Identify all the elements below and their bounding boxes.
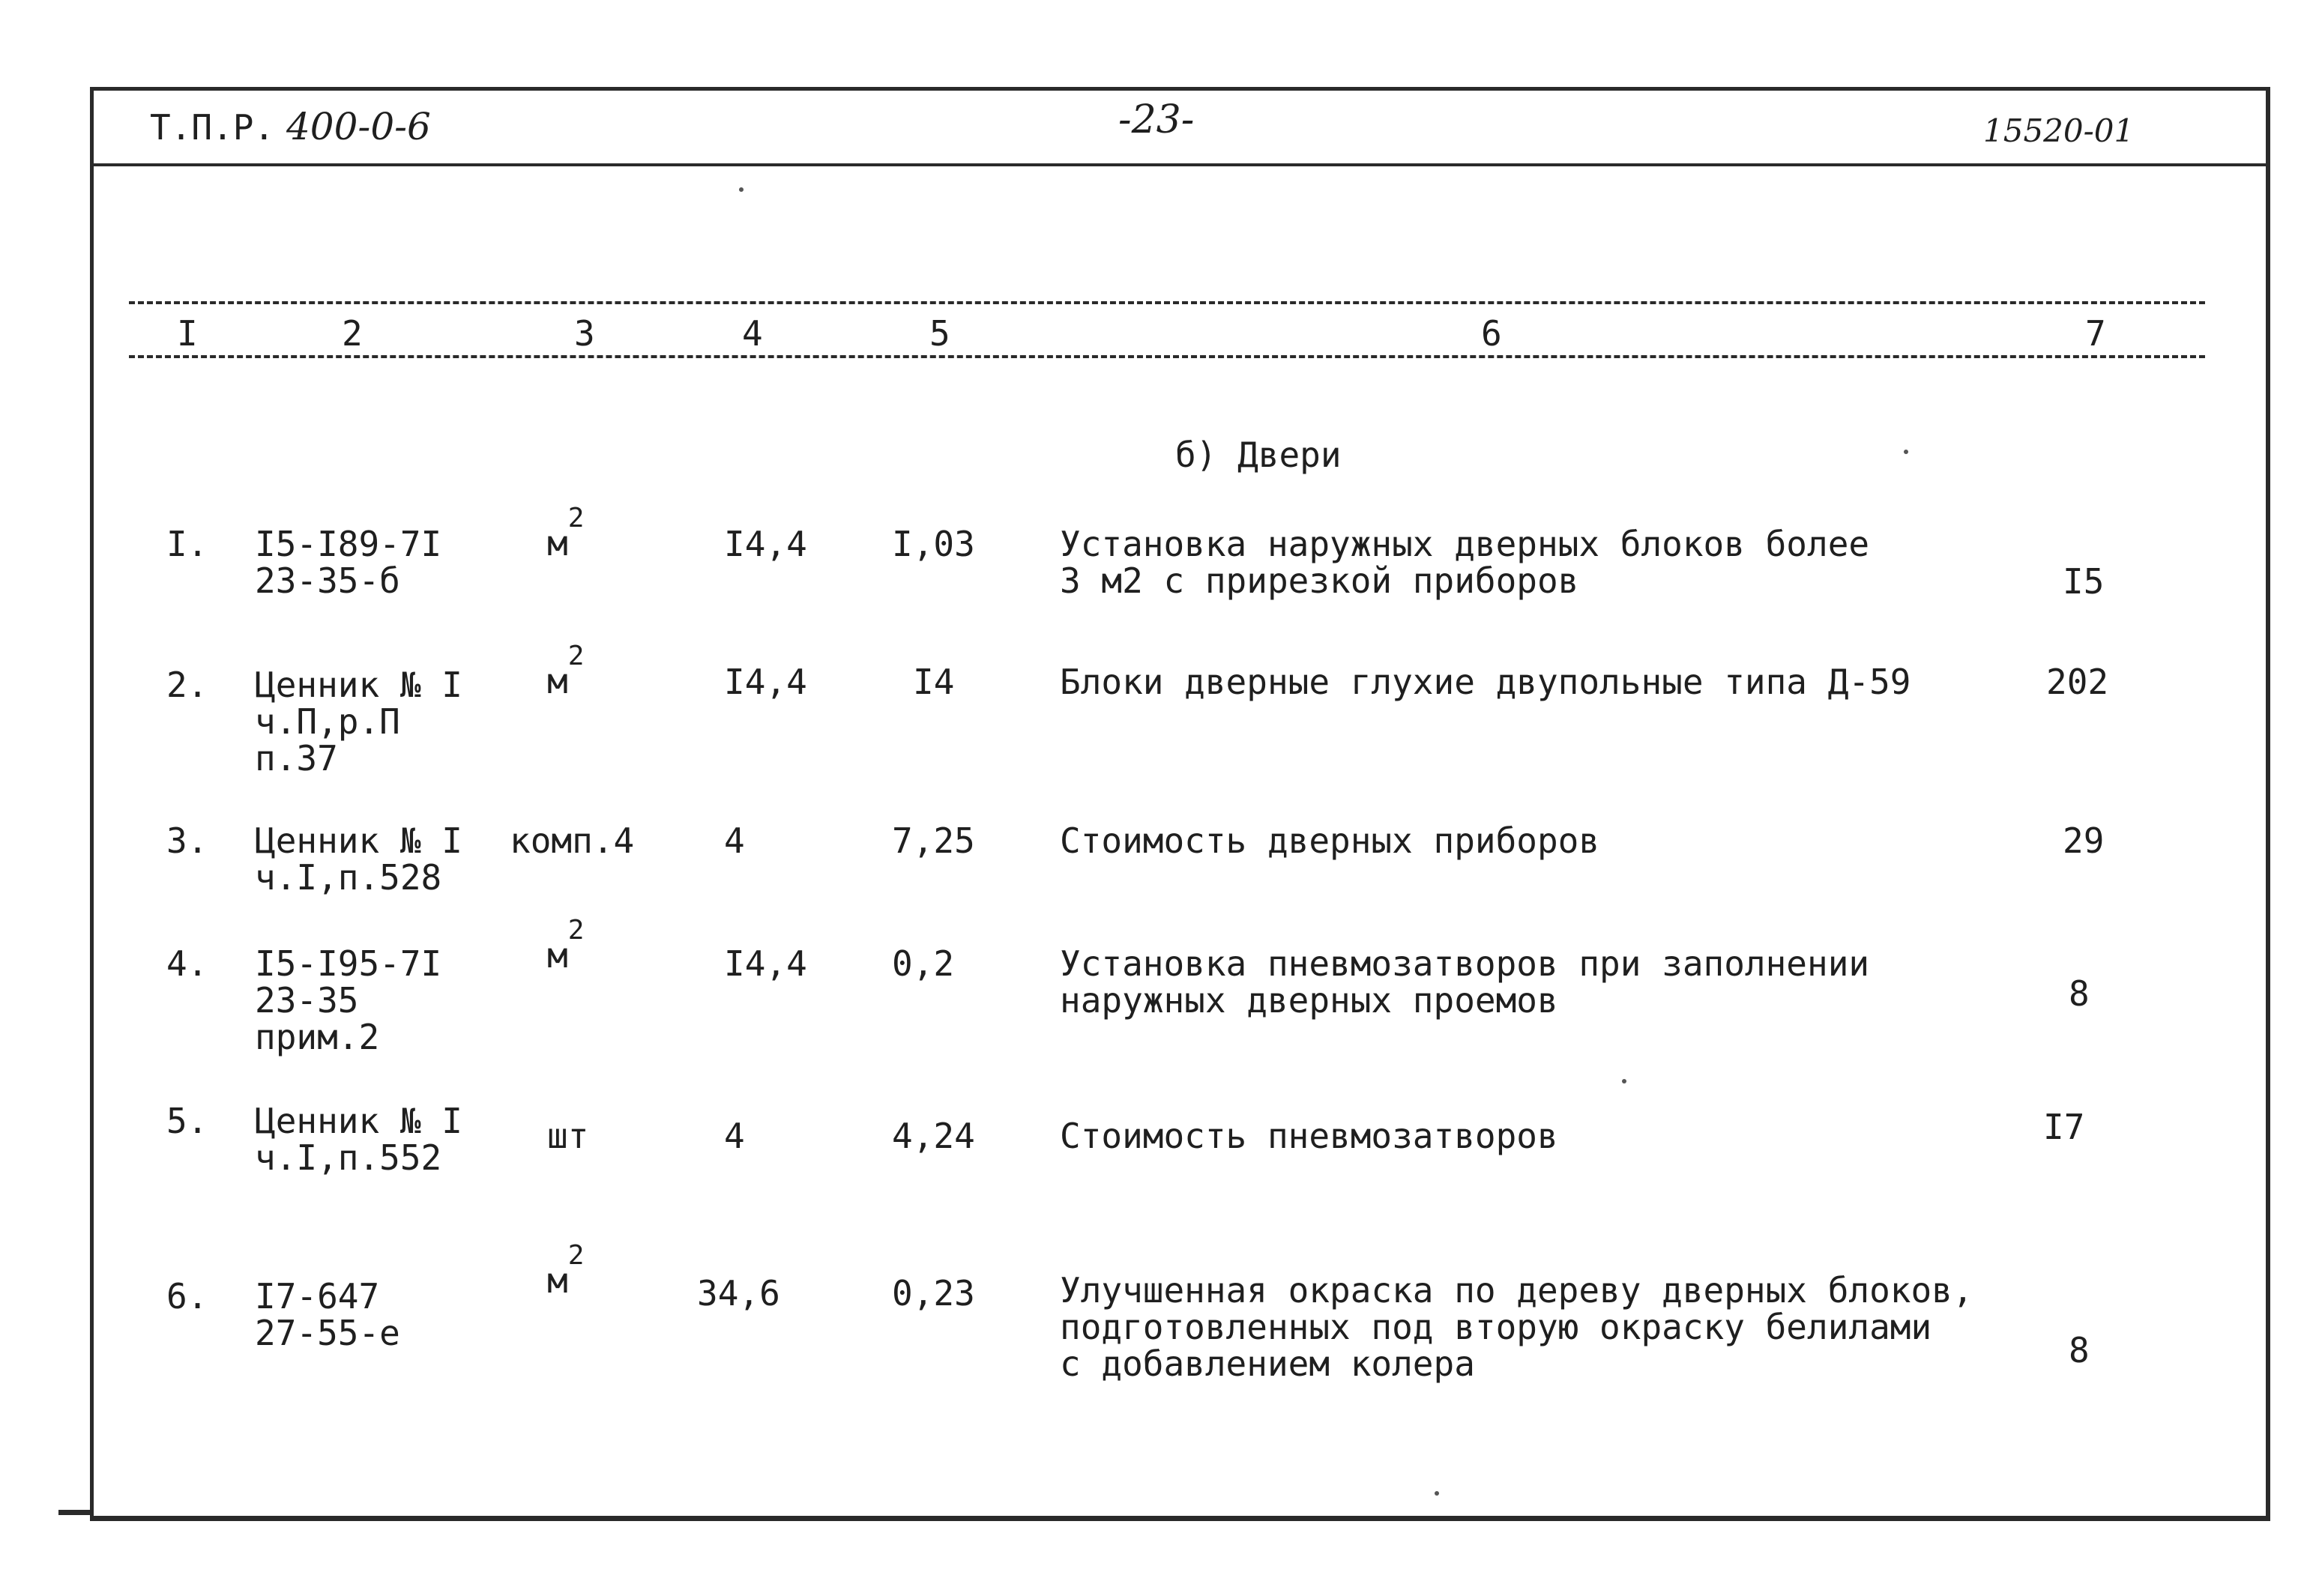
unit-price: 0,2 bbox=[892, 943, 955, 984]
rate-code: Ценник № I ч.I,п.552 bbox=[255, 1101, 462, 1178]
quantity: I4,4 bbox=[724, 943, 807, 984]
rate-code: Ценник № I ч.П,р.П п.37 bbox=[255, 665, 462, 779]
rate-code: I5-I89-7I 23-35-б bbox=[255, 524, 442, 601]
unit: комп.4 bbox=[510, 820, 635, 861]
column-number-5: 5 bbox=[929, 313, 950, 354]
scan-speck bbox=[739, 187, 744, 192]
document-code: 15520-01 bbox=[1983, 112, 2135, 149]
row-number: 5. bbox=[166, 1101, 208, 1141]
work-description: Установка наружных дверных блоков более 3 м2 с прирезкой приборов bbox=[1060, 524, 1870, 601]
column-number-6: 6 bbox=[1481, 313, 1502, 354]
header-divider bbox=[90, 163, 2266, 166]
work-description: Блоки дверные глухие двупольные типа Д-59 bbox=[1060, 662, 1911, 702]
total-cost: 202 bbox=[2046, 662, 2109, 702]
column-header-bottom-rule bbox=[129, 355, 2205, 358]
rate-code: Ценник № I ч.I,п.528 bbox=[255, 820, 462, 898]
page-number: -23- bbox=[1118, 97, 1195, 142]
total-cost: I7 bbox=[2043, 1107, 2085, 1147]
row-number: I. bbox=[166, 524, 208, 564]
column-number-2: 2 bbox=[342, 313, 363, 354]
quantity: 4 bbox=[724, 1116, 745, 1156]
scan-speck bbox=[1622, 1079, 1626, 1083]
total-cost: I5 bbox=[2063, 561, 2105, 602]
section-title: б) Двери bbox=[1175, 435, 1342, 475]
unit: $м^2$ bbox=[547, 503, 585, 563]
unit: $м^2$ bbox=[547, 641, 585, 701]
unit-price: 4,24 bbox=[892, 1116, 975, 1156]
header-prefix: Т.П.Р. bbox=[150, 107, 275, 148]
total-cost: 8 bbox=[2069, 1330, 2090, 1370]
unit: шт bbox=[547, 1116, 589, 1156]
total-cost: 8 bbox=[2069, 973, 2090, 1014]
unit-price: 7,25 bbox=[892, 820, 975, 861]
column-number-3: 3 bbox=[574, 313, 595, 354]
work-description: Стоимость дверных приборов bbox=[1060, 820, 1600, 861]
row-number: 4. bbox=[166, 943, 208, 984]
column-number-4: 4 bbox=[742, 313, 763, 354]
quantity: I4,4 bbox=[724, 662, 807, 702]
quantity: 4 bbox=[724, 820, 745, 861]
column-number-1: I bbox=[177, 313, 198, 354]
work-description: Стоимость пневмозатворов bbox=[1060, 1116, 1558, 1156]
frame-extension bbox=[58, 1510, 92, 1515]
scan-speck bbox=[1904, 450, 1908, 454]
work-description: Улучшенная окраска по дереву дверных блоков, подготовленных под вторую окраску белилами с добавлением колера bbox=[1060, 1270, 1973, 1384]
scan-speck bbox=[1435, 1491, 1439, 1496]
total-cost: 29 bbox=[2063, 820, 2105, 861]
header-project-number: 400-0-6 bbox=[286, 105, 431, 148]
work-description: Установка пневмозатворов при заполнении наружных дверных проемов bbox=[1060, 943, 1870, 1021]
column-header-top-rule bbox=[129, 301, 2205, 304]
unit-price: I4 bbox=[913, 662, 955, 702]
unit-price: I,03 bbox=[892, 524, 975, 564]
row-number: 3. bbox=[166, 820, 208, 861]
quantity: I4,4 bbox=[724, 524, 807, 564]
rate-code: I7-647 27-55-е bbox=[255, 1276, 400, 1353]
column-number-7: 7 bbox=[2085, 313, 2106, 354]
rate-code: I5-I95-7I 23-35 прим.2 bbox=[255, 943, 442, 1057]
row-number: 6. bbox=[166, 1276, 208, 1317]
unit: $м^2$ bbox=[547, 915, 585, 976]
row-number: 2. bbox=[166, 665, 208, 705]
quantity: 34,6 bbox=[697, 1273, 780, 1314]
unit-price: 0,23 bbox=[892, 1273, 975, 1314]
unit: $м^2$ bbox=[547, 1240, 585, 1301]
